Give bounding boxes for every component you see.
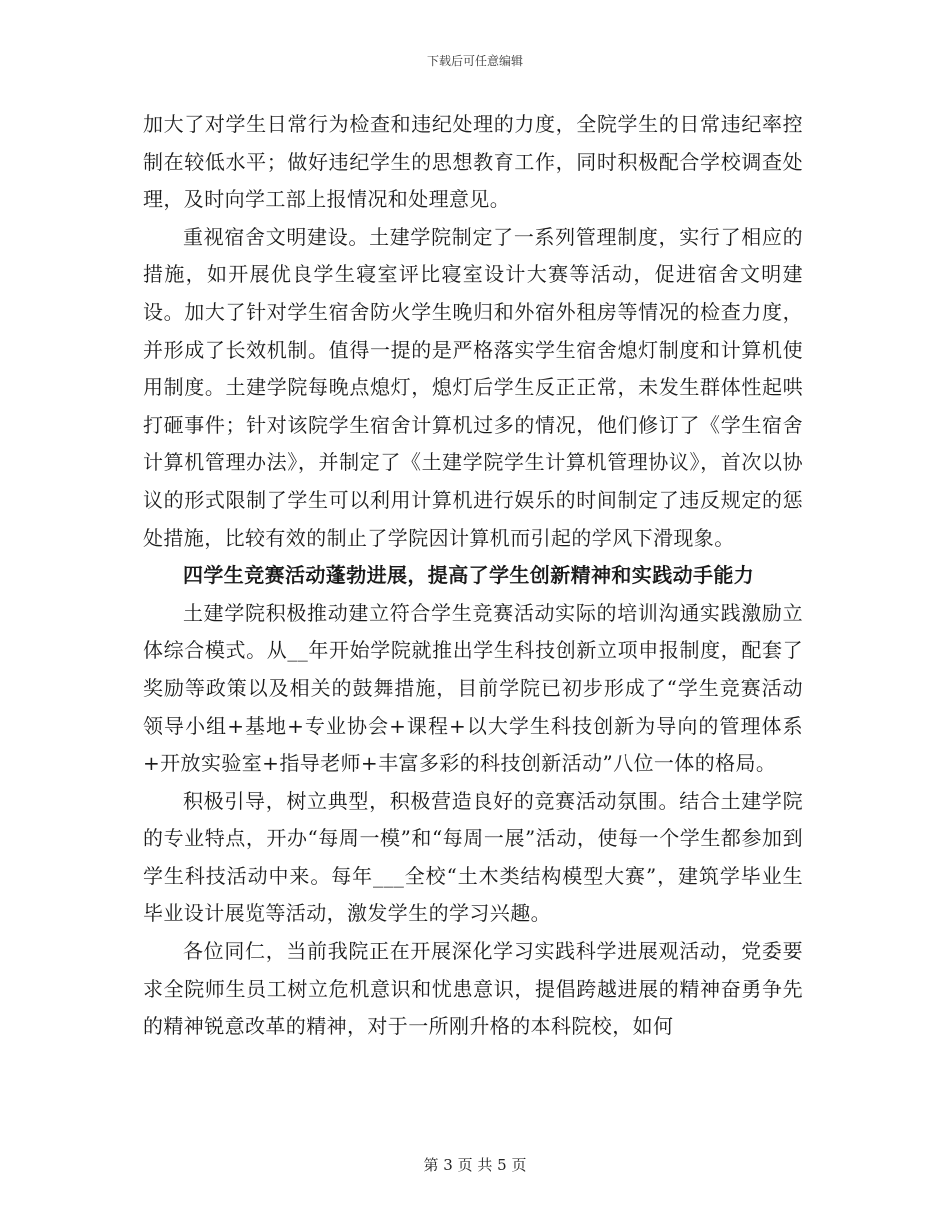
paragraph-colleagues: 各位同仁，当前我院正在开展深化学习实践科学进展观活动，党委要求全院师生员工树立危机意识和忧患意识，提倡跨越进展的精神奋勇争先的精神锐意改革的精神，对于一所刚升格的本科院校，如何: [143, 939, 803, 1039]
paragraph-atmosphere: 积极引导，树立典型，积极营造良好的竞赛活动氛围。结合土建学院的专业特点，开办“每周一模”和“每周一展”活动，使每一个学生都参加到学生科技活动中来。每年___全校“土木类结构模型大赛”，建筑学毕业生毕业设计展览等活动，激发学生的学习兴趣。: [143, 788, 803, 926]
section-heading-competition: 四学生竞赛活动蓬勃进展，提高了学生创新精神和实践动手能力: [183, 563, 755, 588]
paragraph-dormitory: 重视宿舍文明建设。土建学院制定了一系列管理制度，实行了相应的措施，如开展优良学生寝室评比寝室设计大赛等活动，促进宿舍文明建设。加大了针对学生宿舍防火学生晚归和外宿外租房等情况的检查力度，并形成了长效机制。值得一提的是严格落实学生宿舍熄灯制度和计算机使用制度。土建学院每晚点熄灯，熄灯后学生反正正常，未发生群体性起哄打砸事件；针对该院学生宿舍计算机过多的情况，他们修订了《学生宿舍计算机管理办法》，并制定了《土建学院学生计算机管理协议》，首次以协议的形式限制了学生可以利用计算机进行娱乐的时间制定了违反规定的惩处措施，比较有效的制止了学院因计算机而引起的学风下滑现象。: [143, 224, 803, 550]
paragraph-discipline: 加大了对学生日常行为检查和违纪处理的力度，全院学生的日常违纪率控制在较低水平；做好违纪学生的思想教育工作，同时积极配合学校调查处理，及时向学工部上报情况和处理意见。: [143, 112, 803, 212]
document-body: [143, 106, 803, 1046]
page-number: 第 3 页 共 5 页: [423, 1156, 527, 1174]
page-header: 下载后可任意编辑: [426, 54, 523, 68]
paragraph-training-model: 土建学院积极推动建立符合学生竞赛活动实际的培训沟通实践激励立体综合模式。从__年开始学院就推出学生科技创新立项申报制度，配套了奖励等政策以及相关的鼓舞措施，目前学院已初步形成了“学生竞赛活动领导小组+基地+专业协会+课程+以大学生科技创新为导向的管理体系+开放实验室+指导老师+丰富多彩的科技创新活动”八位一体的格局。: [143, 600, 803, 776]
